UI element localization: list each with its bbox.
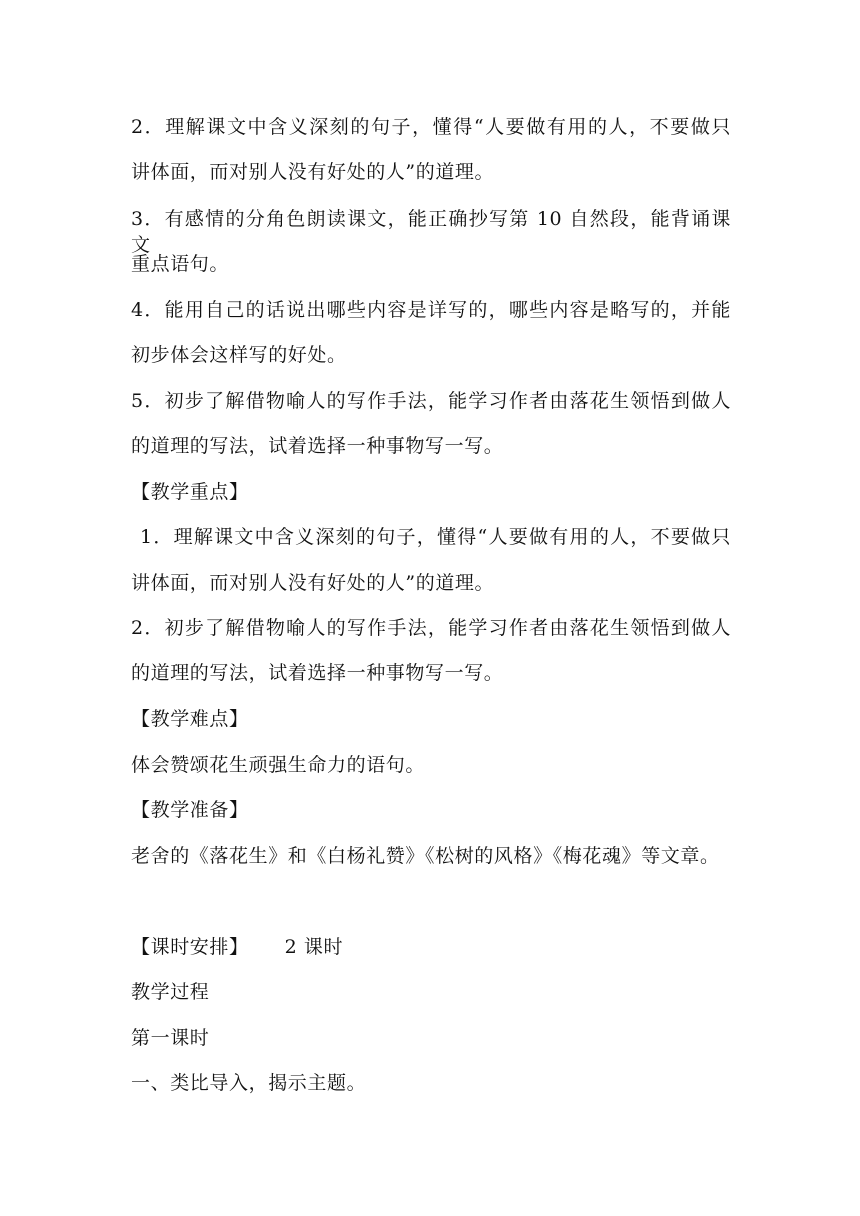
objective-5-line-2: 的道理的写法，试着选择一种事物写一写。 <box>131 435 504 457</box>
objective-3-line-2: 重点语句。 <box>131 253 230 275</box>
objective-4-line-1: 4．能用自己的话说出哪些内容是详写的，哪些内容是略写的，并能 <box>131 299 731 321</box>
schedule-value: 2 课时 <box>284 936 344 958</box>
objective-3-line-1: 3．有感情的分角色朗读课文，能正确抄写第 10 自然段，能背诵课文 <box>131 208 731 256</box>
objective-5-line-1: 5．初步了解借物喻人的写作手法，能学习作者由落花生领悟到做人 <box>131 390 731 412</box>
difficulties-text: 体会赞颂花生顽强生命力的语句。 <box>131 754 426 776</box>
objective-2-line-2: 讲体面，而对别人没有好处的人”的道理。 <box>131 161 495 183</box>
key-point-2-line-1: 2．初步了解借物喻人的写作手法，能学习作者由落花生领悟到做人 <box>131 617 731 639</box>
section-1-title: 一、类比导入，揭示主题。 <box>131 1072 367 1094</box>
objective-2-line-1: 2．理解课文中含义深刻的句子，懂得“人要做有用的人，不要做只 <box>131 116 731 138</box>
schedule-line <box>131 934 741 960</box>
key-point-1-line-2: 讲体面，而对别人没有好处的人”的道理。 <box>131 572 495 594</box>
difficulties-heading: 【教学难点】 <box>131 708 249 730</box>
key-points-heading: 【教学重点】 <box>131 481 249 503</box>
schedule-heading: 【课时安排】 <box>131 936 249 958</box>
objective-4-line-2: 初步体会这样写的好处。 <box>131 344 347 366</box>
preparation-text: 老舍的《落花生》和《白杨礼赞》《松树的风格》《梅花魂》等文章。 <box>131 845 720 867</box>
lesson-title: 第一课时 <box>131 1027 210 1049</box>
key-point-2-line-2: 的道理的写法，试着选择一种事物写一写。 <box>131 662 504 684</box>
preparation-heading: 【教学准备】 <box>131 799 249 821</box>
key-point-1-line-1: 1．理解课文中含义深刻的句子，懂得“人要做有用的人，不要做只 <box>140 526 731 548</box>
process-title: 教学过程 <box>131 981 210 1003</box>
